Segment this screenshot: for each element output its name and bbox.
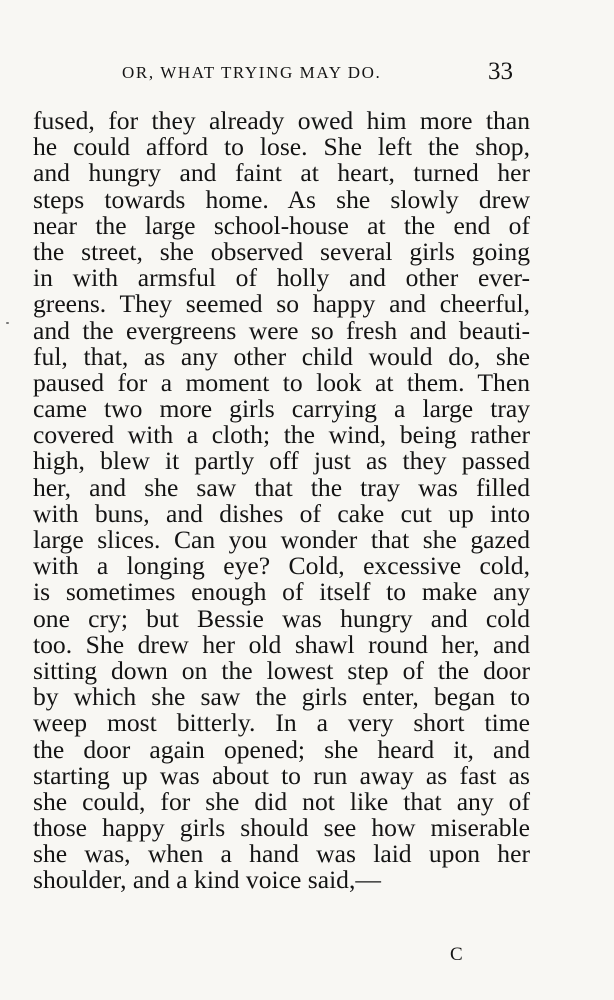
text-line: and hungry and faint at heart, turned her <box>33 158 530 188</box>
text-line: near the large school-house at the end of <box>33 210 530 240</box>
text-line: weep most bitterly. In a very short time <box>33 708 530 738</box>
text-line: fused, for they already owed him more than <box>33 106 530 135</box>
text-line: too. She drew her old shawl round her, and <box>33 629 530 659</box>
text-line: by which she saw the girls enter, began to <box>33 682 530 712</box>
text-line: starting up was about to run away as fast as <box>33 760 530 790</box>
text-line: and the evergreens were so fresh and beauti- <box>33 315 530 345</box>
page-number: 33 <box>488 58 513 85</box>
running-title: OR, WHAT TRYING MAY DO. <box>122 63 382 82</box>
body-text <box>33 108 530 894</box>
text-line: high, blew it partly off just as they passed <box>33 446 530 476</box>
text-line: shoulder, and a kind voice said,— <box>33 865 381 895</box>
text-line: her, and she saw that the tray was filled <box>33 472 530 502</box>
text-line: with a longing eye? Cold, excessive cold, <box>33 551 530 581</box>
text-line: one cry; but Bessie was hungry and cold <box>33 603 530 633</box>
text-line: covered with a cloth; the wind, being rather <box>33 420 530 450</box>
text-line: is sometimes enough of itself to make any <box>33 577 530 607</box>
text-line: he could afford to lose. She left the shop, <box>33 132 530 162</box>
text-line: those happy girls should see how miserable <box>33 813 530 843</box>
text-line: large slices. Can you wonder that she gazed <box>33 525 530 554</box>
text-line: in with armsful of holly and other ever- <box>33 263 530 293</box>
running-head <box>0 60 614 90</box>
paper-speck <box>6 322 9 324</box>
text-line: steps towards home. As she slowly drew <box>33 184 530 214</box>
text-line: the door again opened; she heard it, and <box>33 734 530 764</box>
text-line: sitting down on the lowest step of the door <box>33 655 530 685</box>
text-line: with buns, and dishes of cake cut up into <box>33 498 530 528</box>
text-line: greens. They seemed so happy and cheerful, <box>33 289 530 319</box>
text-line: paused for a moment to look at them. Then <box>33 367 530 397</box>
text-line: she was, when a hand was laid upon her <box>33 839 530 869</box>
text-line: she could, for she did not like that any of <box>33 786 530 816</box>
text-line: came two more girls carrying a large tray <box>33 394 530 424</box>
text-line: ful, that, as any other child would do, she <box>33 341 530 371</box>
signature-mark: C <box>450 944 463 965</box>
text-line: the street, she observed several girls going <box>33 236 530 266</box>
